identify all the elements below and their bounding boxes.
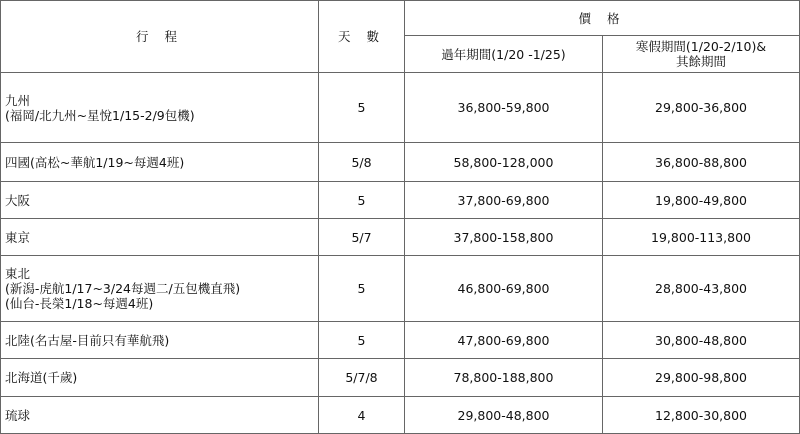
route-header: 行 程 xyxy=(1,1,319,73)
table-row xyxy=(1,219,800,256)
winter-price-cell: 29,800-98,800 xyxy=(603,359,800,397)
route-line: 大阪 xyxy=(5,192,31,208)
winter-price-cell: 12,800-30,800 xyxy=(603,397,800,434)
table-row xyxy=(1,182,800,219)
days-cell: 5 xyxy=(319,182,405,219)
new-year-price-cell: 37,800-158,800 xyxy=(405,219,603,256)
table-row xyxy=(1,359,800,397)
days-cell: 5/7/8 xyxy=(319,359,405,397)
table-body xyxy=(1,73,800,434)
winter-price-cell: 29,800-36,800 xyxy=(603,73,800,143)
winter-period-header xyxy=(603,36,800,73)
winter-price-cell: 36,800-88,800 xyxy=(603,143,800,182)
route-line: (新潟-虎航1/17~3/24每週二/五包機直飛) xyxy=(5,281,241,296)
winter-period-header-line2: 其餘期間 xyxy=(676,54,727,69)
new-year-price-cell: 29,800-48,800 xyxy=(405,397,603,434)
days-cell: 5/7 xyxy=(319,219,405,256)
route-cell xyxy=(1,359,319,397)
new-year-price-cell: 78,800-188,800 xyxy=(405,359,603,397)
days-cell: 5 xyxy=(319,322,405,359)
days-cell: 4 xyxy=(319,397,405,434)
route-cell xyxy=(1,256,319,322)
route-cell xyxy=(1,143,319,182)
table-row xyxy=(1,397,800,434)
new-year-price-cell: 58,800-128,000 xyxy=(405,143,603,182)
new-year-price-cell: 46,800-69,800 xyxy=(405,256,603,322)
new-year-price-cell: 47,800-69,800 xyxy=(405,322,603,359)
route-cell xyxy=(1,182,319,219)
route-cell xyxy=(1,73,319,143)
table-row xyxy=(1,73,800,143)
winter-period-header-line1: 寒假期間(1/20-2/10)& xyxy=(635,39,767,54)
route-cell xyxy=(1,322,319,359)
new-year-period-header: 過年期間(1/20 -1/25) xyxy=(405,36,603,73)
route-cell xyxy=(1,397,319,434)
route-line: 東京 xyxy=(5,229,31,245)
route-line: 四國(高松~華航1/19~每週4班) xyxy=(5,154,185,170)
header-row-top xyxy=(1,1,800,36)
route-line: 九州 xyxy=(5,92,31,108)
days-cell: 5 xyxy=(319,73,405,143)
route-line: 東北 xyxy=(5,266,31,281)
new-year-price-cell: 37,800-69,800 xyxy=(405,182,603,219)
route-line: 北海道(千歲) xyxy=(5,370,78,385)
route-line: (福岡/北九州~星悅1/15-2/9包機) xyxy=(5,107,195,123)
route-line: 北陸(名古屋-目前只有華航飛) xyxy=(5,332,170,348)
days-cell: 5 xyxy=(319,256,405,322)
days-header: 天 數 xyxy=(319,1,405,73)
price-header: 價 格 xyxy=(405,1,800,36)
winter-price-cell: 19,800-49,800 xyxy=(603,182,800,219)
table-row xyxy=(1,256,800,322)
route-cell xyxy=(1,219,319,256)
days-cell: 5/8 xyxy=(319,143,405,182)
winter-price-cell: 28,800-43,800 xyxy=(603,256,800,322)
new-year-price-cell: 36,800-59,800 xyxy=(405,73,603,143)
table-row xyxy=(1,143,800,182)
route-line: (仙台-長榮1/18~每週4班) xyxy=(5,296,154,311)
winter-price-cell: 19,800-113,800 xyxy=(603,219,800,256)
table-row xyxy=(1,322,800,359)
route-line: 琉球 xyxy=(5,407,31,423)
winter-price-cell: 30,800-48,800 xyxy=(603,322,800,359)
